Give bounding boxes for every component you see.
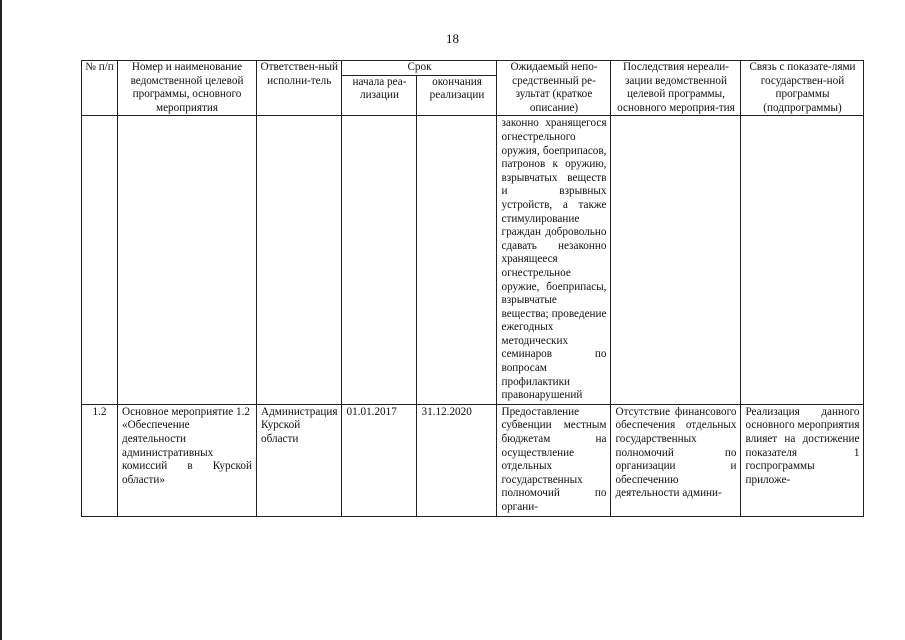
header-row-1 xyxy=(82,61,864,76)
page-number: 18 xyxy=(446,31,459,46)
cell-program xyxy=(118,116,257,404)
cell-responsible: Администрация Курской области xyxy=(257,404,342,516)
cell-program: Основное мероприятие 1.2 «Обеспечение деятельности административных комиссий в Курской области» xyxy=(118,404,257,516)
cell-link xyxy=(741,116,864,404)
cell-result: Предоставление субвенции местным бюджетам на осуществление отдельных государственных полномочий по органи- xyxy=(497,404,611,516)
header-result: Ожидаемый непо-средственный ре-зультат (краткое описание) xyxy=(497,61,611,116)
cell-link: Реализация данного основного мероприятия влияет на достижение показателя 1 госпрограммы приложе- xyxy=(741,404,864,516)
cell-responsible xyxy=(257,116,342,404)
page-left-edge xyxy=(0,0,2,640)
header-consequences: Последствия нереали-зации ведомственной целевой программы, основного мероприя-тия xyxy=(611,61,741,116)
header-term: Срок xyxy=(342,61,497,76)
cell-result: законно хранящегося огнестрельного оружия, боеприпасов, патронов к оружию, взрывчатых веществ и взрывных устройств, а также стимулирование граждан добровольно сдавать незаконно хранящееся огнестрельное оружие, боеприпасы, взрывчатые вещества; проведение ежегодных методических семинаров по вопросам профилактики правонарушений xyxy=(497,116,611,404)
table-row xyxy=(82,116,864,404)
header-term-end: окончания реализации xyxy=(417,75,497,116)
cell-start: 01.01.2017 xyxy=(342,404,417,516)
cell-consequences xyxy=(611,116,741,404)
header-program: Номер и наименование ведомственной целевой программы, основного мероприятия xyxy=(118,61,257,116)
header-num: № п/п xyxy=(82,61,118,116)
cell-num: 1.2 xyxy=(82,404,118,516)
program-table xyxy=(81,60,864,517)
header-term-start: начала реа-лизации xyxy=(342,75,417,116)
table-row xyxy=(82,404,864,516)
header-link: Связь с показате-лями государствен-ной программы (подпрограммы) xyxy=(741,61,864,116)
cell-end xyxy=(417,116,497,404)
cell-num xyxy=(82,116,118,404)
header-responsible: Ответствен-ный исполни-тель xyxy=(257,61,342,116)
cell-end: 31.12.2020 xyxy=(417,404,497,516)
cell-start xyxy=(342,116,417,404)
cell-consequences: Отсутствие финансового обеспечения отдельных государственных полномочий по организации и обеспечению деятельности админи- xyxy=(611,404,741,516)
